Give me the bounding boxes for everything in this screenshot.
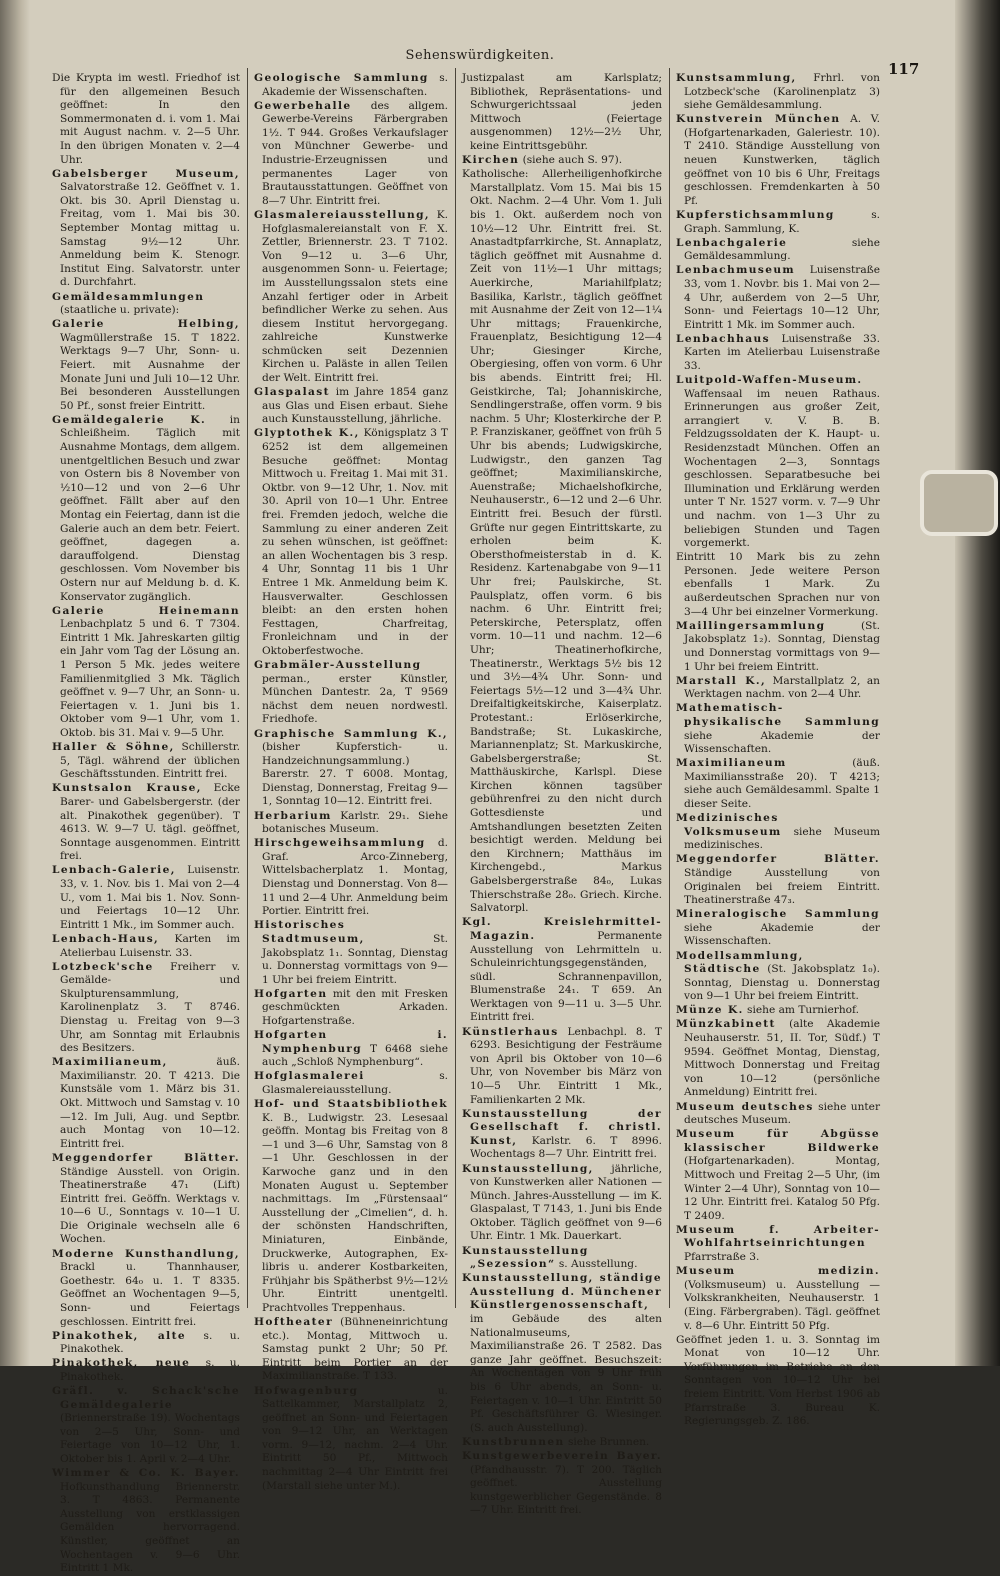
entry-heading: Museum deutsches xyxy=(676,1100,814,1113)
entry-text: s. u. Pinakothek. xyxy=(60,1357,240,1383)
entry-heading: Lotzbeck'sche xyxy=(52,960,154,973)
entry xyxy=(254,1070,448,1097)
entry-text: (Hofgartenarkaden). Montag, Mittwoch und Freitag 2—5 Uhr, (im Winter 2—4 Uhr), Sonntag von 10—12 Uhr. Eintritt frei. Katalog 50 Pfg. T 2409. xyxy=(684,1155,880,1222)
entry-heading: Moderne Kunsthandlung, xyxy=(52,1247,240,1260)
entry-text: Freiherr v. Gemälde- und Skulpturensammlung, Karolinenplatz 3. T 8746. Dienstag u. Freitag von 9—3 Uhr, am Sonntag mit Erlaubnis des Besitzers. xyxy=(60,960,240,1055)
entry xyxy=(254,919,448,987)
entry-text: Eintritt 10 Mark bis zu zehn Personen. Jede weitere Person ebenfalls 1 Mark. Zu außerdeutschen Sprachen nur von 3—4 Uhr bei einzelner Vormerkung. xyxy=(676,551,880,618)
entry xyxy=(676,333,880,374)
entry-text: T 6468 siehe auch „Schloß Nymphenburg“. xyxy=(262,1042,448,1069)
entry-heading: Gräfl. v. Schack'sche Gemäldegalerie xyxy=(52,1385,240,1411)
entry-text: Brackl u. Thannhauser, Goethestr. 64₀ u. 1. T 8335. Geöffnet an Wochentagen 9—5, Sonn- und Feiertags geschlossen. Eintritt frei. xyxy=(60,1261,240,1328)
entry-text: s. Ausstellung. xyxy=(558,1258,638,1271)
entry-heading: Kgl. Kreislehrmittel-Magazin. xyxy=(462,916,662,942)
entry-text: Geöffnet jeden 1. u. 3. Sonntag im Monat von 10—12 Uhr. Vorführungen im Betriebe an den Sonntagen von 10—12 Uhr bei freiem Eintritt. Vom Herbst 1906 ab Pfarrstraße 3. Bureau K. Regierungsgeb. Z. 186. xyxy=(676,1333,880,1428)
entry-heading: Hofgarten i. Nymphenburg xyxy=(254,1029,448,1055)
entry xyxy=(254,837,448,919)
entry xyxy=(676,551,880,619)
entry-heading: Pinakothek, neue xyxy=(52,1357,191,1370)
entry-text: Pfarrstraße 3. xyxy=(684,1251,760,1264)
entry-heading: Hirschgeweihsammlung xyxy=(254,837,426,850)
entry xyxy=(676,950,880,1004)
entry-heading: Modellsammlung, Städtische xyxy=(676,949,804,976)
entry xyxy=(254,988,448,1029)
entry-text: Justizpalast am Karlsplatz; Bibliothek, Repräsentations- und Schwurgerichtssaal jeden Mittwoch (Feiertage ausgenommen) 12½—2½ Uhr, keine Eintrittsgebühr. xyxy=(462,72,662,152)
entry xyxy=(676,1128,880,1223)
entry-heading: Geologische Sammlung xyxy=(254,72,429,84)
entry xyxy=(52,605,240,741)
entry xyxy=(676,702,880,756)
entry xyxy=(52,1056,240,1151)
entry-text: siehe Akademie der Wissenschaften. xyxy=(684,729,880,756)
entry-heading: Gabelsberger Museum, xyxy=(52,167,240,180)
entry-text: siehe unter deutsches Museum. xyxy=(684,1100,881,1127)
entry-text: Marstallplatz 2, an Werktagen nachm. von 2—4 Uhr. xyxy=(684,674,881,701)
entry-heading: Maximilianeum xyxy=(676,757,787,770)
entry-heading: Maillingersammlung xyxy=(676,619,826,632)
entry-text: Lenbachplatz 5 und 6. T 7304. Eintritt 1 Mk. Jahreskarten giltig ein Jahr vom Tag der Lösung an. 1 Person 5 Mk. jedes weitere Familienmitglied 3 Mk. Täglich geöffnet v. 9—7 Uhr, an Sonn- u. Feiertagen v. 1. Juni bis 1. Oktober vom 9—1 Uhr, vom 1. Oktob. bis 31. Mai v. 9—5 Uhr. xyxy=(60,618,240,739)
entry-heading: Kunstsalon Krause, xyxy=(52,782,202,795)
entry-heading: Kunstausstellung „Sezession“ xyxy=(462,1244,589,1271)
entry-heading: Lenbach-Galerie, xyxy=(52,864,176,877)
entry-heading: Münze K. xyxy=(676,1004,744,1017)
entry xyxy=(676,1101,880,1128)
entry xyxy=(462,1272,662,1435)
entry-heading: Münzkabinett xyxy=(676,1018,776,1031)
entry xyxy=(254,1029,448,1070)
entry-heading: Kunstausstellung, xyxy=(462,1162,594,1175)
entry xyxy=(676,72,880,113)
entry-text: K. B., Ludwigstr. 23. Lesesaal geöffn. Montag bis Freitag von 8—1 und 3—6 Uhr, Samstag von 8—1 Uhr. Geschlossen in der Karwoche ganz und in den Monaten August u. September nachmittags. Im „Fürstensaal“ Ausstellung der „Cimelien“, d. h. der schönsten Handschriften, Miniaturen, Einbände, Druckwerke, Autographen, Ex-libris u. anderer Kostbarkeiten, Frühjahr bis Spätherbst 9½—12½ Uhr. Eintritt unentgeltl. Prachtvolles Treppenhaus. xyxy=(262,1111,448,1314)
entry-heading: Marstall K., xyxy=(676,674,767,687)
text-column-1 xyxy=(52,72,241,1575)
entry-heading: Kunstverein München xyxy=(676,113,841,126)
entry-text: s. Glasmalereiausstellung. xyxy=(262,1070,448,1096)
entry-heading: Meggendorfer Blätter. xyxy=(676,853,880,866)
entry xyxy=(254,209,448,386)
entry-heading: Galerie Helbing, xyxy=(52,318,240,331)
entry xyxy=(254,810,448,837)
entry xyxy=(254,72,448,99)
entry xyxy=(676,675,880,702)
entry-text: Frhrl. von Lotzbeck'sche (Karolinenplatz 3) siehe Gemäldesammlung. xyxy=(684,72,880,112)
entry-heading: Haller & Söhne, xyxy=(52,741,175,754)
entry xyxy=(254,386,448,427)
entry xyxy=(52,864,240,932)
entry-text: (Volksmuseum) u. Ausstellung — Volkskrankheiten, Neuhauserstr. 1 (Eing. Färbergraben). Tägl. geöffnet v. 8—6 Uhr. Eintritt 50 Pfg. xyxy=(684,1278,880,1332)
entry-text: Permanente Ausstellung von Lehrmitteln u. Schuleinrichtungsgegenständen, südl. Schrannenpavillon, Blumenstraße 24₁. T 659. An Werktagen von 9—11 u. 3—5 Uhr. Eintritt frei. xyxy=(470,929,662,1024)
entry-text: Luisenstr. 33, v. 1. Nov. bis 1. Mai von 2—4 U., vom 1. Mai bis 1. Nov. Sonn- und Feiertags 10—12 Uhr. Eintritt 1 Mk., im Sommer auch. xyxy=(60,864,240,931)
entry-text: (Pfandhausstr. 7). T 200. Täglich geöffnet. Ausstellung kunstgewerblicher Gegenstände. 8—7 Uhr. Eintritt frei. xyxy=(470,1463,662,1517)
entry-text: s. Graph. Sammlung, K. xyxy=(684,208,880,235)
text-column-2 xyxy=(254,72,449,1492)
entry-heading: Glyptothek K., xyxy=(254,427,360,440)
entry-heading: Galerie Heinemann xyxy=(52,604,240,617)
entry-text: Karlstr. 6. T 8996. Wochentags 8—7 Uhr. Eintritt frei. xyxy=(470,1134,663,1161)
entry xyxy=(676,1265,880,1333)
entry-text: Luisenstraße 33. Karten im Atelierbau Luisenstraße 33. xyxy=(684,332,880,372)
entry-heading: Kunstausstellung, ständige Ausstellung d. Münchener Künstlergenossenschaft, xyxy=(462,1272,662,1312)
entry xyxy=(52,318,240,413)
entry-text: Karlstr. 29₁. Siehe botanisches Museum. xyxy=(262,809,449,836)
entry-text: Hofkunsthandlung Briennerstr. 3. T 4863. Permanente Ausstellung von erstklassigen Gemälden hervorragend. Künstler, geöffnet an Wochentagen v. 9—6 Uhr. Eintritt 1 Mk. xyxy=(60,1480,240,1575)
entry-text: Ecke Barer- und Gabelsbergerstr. (der alt. Pinakothek gegenüber). T 4613. W. 9—7 U. tägl. geöffnet, Sonntage ausgenommen. Eintritt frei. xyxy=(60,782,241,863)
entry xyxy=(254,427,448,658)
entry-heading: Kunstsammlung, xyxy=(676,72,797,84)
entry-text: in Schleißheim. Täglich mit Ausnahme Montags, dem allgem. unentgeltlichen Besuch und zwar von Ostern bis 8 November von ½10—12 und von 2—6 Uhr geöffnet. Fällt aber auf den Montag ein Feiertag, dann ist die Galerie auch an dem betr. Feiert. geöffnet, dagegen a. darauffolgend. Dienstag geschlossen. Vom November bis Ostern nur auf Meldung b. d. K. Konservator zugänglich. xyxy=(60,413,240,603)
entry-text: (alte Akademie Neuhauserstr. 51, II. Tor, Südf.) T 9594. Geöffnet Montag, Dienstag, Mittwoch Donnerstag und Freitag von 10—12 (persönliche Anmeldung) Eintritt frei. xyxy=(684,1018,880,1099)
entry xyxy=(676,209,880,236)
entry xyxy=(462,1163,662,1245)
entry-heading: Mathematisch-physikalische Sammlung xyxy=(676,702,880,728)
entry-heading: Kupferstichsammlung xyxy=(676,208,835,221)
entry-text: siehe Museum medizinisches. xyxy=(684,825,880,852)
entry-heading: Museum medizin. xyxy=(676,1265,880,1278)
entry xyxy=(254,1098,448,1316)
entry-heading: Gewerbehalle xyxy=(254,99,352,112)
entry-heading: Pinakothek, alte xyxy=(52,1329,187,1342)
entry-heading: Hofwagenburg xyxy=(254,1384,359,1397)
entry-heading: Kunstbrunnen xyxy=(462,1435,565,1448)
entry-text: s. u. Pinakothek. xyxy=(60,1329,240,1356)
entry xyxy=(254,728,448,810)
page-number: 117 xyxy=(888,60,920,78)
entry-text: (staatliche u. private): xyxy=(60,304,180,317)
entry-text: (St. Jakobsplatz 1₂). Sonntag, Dienstag und Donnerstag vormittags von 9—1 Uhr bei freiem Eintritt. xyxy=(684,619,880,673)
entry xyxy=(676,1334,880,1429)
entry xyxy=(52,782,240,864)
entry-text: Ständige Ausstell. von Origin. Theatinerstraße 47₁ (Lift) Eintritt frei. Geöffn. Werktags v. 10—6 U., Sonntags v. 10—1 U. Die Originale wechseln alle 6 Wochen. xyxy=(60,1165,240,1246)
entry-text: siehe Brunnen. xyxy=(567,1435,650,1448)
entry-text: (siehe auch S. 97). xyxy=(522,154,623,167)
entry-heading: Museum für Abgüsse klassischer Bildwerke xyxy=(676,1128,880,1154)
entry-text: Katholische: Allerheiligenhofkirche Marstallplatz. Vom 15. Mai bis 15 Okt. Nachm. 2—4 Uhr. Vom 1. Juli bis 1. Okt. außerdem noch von 10½—12 Uhr. Eintritt frei. St. Anastadtpfarrkirche, St. Annaplatz, täglich geöffnet mit Ausnahme d. Zeit von 11½—1 Uhr mittags; Auerkirche, Mariahilfplatz; Basilika, Karlstr., täglich geöffnet mit Ausnahme der Zeit von 12—1¼ Uhr mittags; Frauenkirche, Frauenplatz, Besichtigung 12—4 Uhr; Giesinger Kirche, Obergiesing, offen von vorm. 6 Uhr bis abends. Eintritt frei; Hl. Geistkirche, Tal; Johanniskirche, Sendlingerstraße, offen vorm. 9 bis nachm. 5 Uhr; Klosterkirche der P. P. Franziskaner, geöffnet von früh 5 Uhr bis abends; Ludwigskirche, Ludwigstr., den ganzen Tag geöffnet; Maximilianskirche, Auenstraße; Michaelshofkirche, Neuhauserstr., 6—12 und 2—6 Uhr. Eintritt frei. Besuch der fürstl. Grüfte nur gegen Eintrittskarte, zu erholen beim K. Obersthofmeisterstab in d. K. Residenz. Kartenabgabe von 9—11 Uhr frei; Paulskirche, St. Paulsplatz, offen vorm. 6 bis nachm. 6 Uhr. Eintritt frei; Peterskirche, Petersplatz, offen vorm. 10—11 und nachm. 12—6 Uhr; Theatinerhofkirche, Theatinerstr., Werktags 5½ bis 12 und 3½—4¾ Uhr. Sonn- und Feiertags 5½—12 und 3—4¾ Uhr. Dreifaltigkeitskirche, Kaiserplatz. Protestant.: Erlöserkirche, Bandstraße; St. Lukaskirche, Mariannenplatz; St. Markuskirche, Gabelsbergerstraße; St. Matthäuskirche, Karlspl. Diese Kirchen können tagsüber gebührenfrei zu den nicht durch Gottesdienste und Amtshandlungen besetzten Zeiten besichtigt werden. Meldung bei den Kirchnern; Matthäus im Kirchengebd., Markus Gabelsbergerstraße 84₀, Lukas Thierschstraße 28₀. Griech. Kirche. Salvatorpl. xyxy=(462,168,662,915)
entry xyxy=(676,264,880,332)
entry-heading: Wimmer & Co. K. Bayer. xyxy=(52,1467,240,1480)
entry-text: Die Krypta im westl. Friedhof ist für den allgemeinen Besuch geöffnet: In den Sommermonaten d. i. vom 1. Mai mit August nachm. v. 2—5 Uhr. In den übrigen Monaten v. 2—4 Uhr. xyxy=(52,72,240,166)
entry xyxy=(52,1248,240,1330)
entry xyxy=(676,620,880,674)
entry-text: siehe am Turnierhof. xyxy=(747,1004,859,1017)
entry-text: s. Akademie der Wissenschaften. xyxy=(262,72,448,98)
entry-heading: Hoftheater xyxy=(254,1316,334,1329)
entry-text: (äuß. Maximiliansstraße 20). T 4213; siehe auch Gemäldesamml. Spalte 1 dieser Seite. xyxy=(684,757,880,810)
column-rule xyxy=(669,68,670,1308)
entry xyxy=(676,757,880,811)
text-column-3 xyxy=(462,72,663,1517)
entry xyxy=(254,1385,448,1494)
entry-text: Karten im Atelierbau Luisenstr. 33. xyxy=(60,932,240,959)
entry-heading: Medizinisches Volksmuseum xyxy=(676,812,782,838)
entry-text: perman., erster Künstler, München Dantestr. 2a, T 9569 nächst dem neuen nordwestl. Friedhofe. xyxy=(262,672,448,726)
entry xyxy=(52,1385,240,1467)
entry-heading: Historisches Stadtmuseum, xyxy=(254,919,365,945)
entry-text: Wagmüllerstraße 15. T 1822. Werktags 9—7 Uhr, Sonn- u. Feiert. mit Ausnahme der Monate Juni und Juli 10—12 Uhr. Bei besonderen Ausstellungen 50 Pf., sonst freier Eintritt. xyxy=(60,331,240,412)
entry-text: A. V. (Hofgartenarkaden, Galeriestr. 10). T 2410. Ständige Ausstellung von neuen Kunstwerken, täglich geöffnet von 10 bis 6 Uhr, Freitags geschlossen. Fremdenkarten à 50 Pf. xyxy=(684,113,880,207)
entry xyxy=(462,1245,662,1272)
entry-heading: Lenbachhaus xyxy=(676,332,770,345)
entry-heading: Maximilianeum, xyxy=(52,1056,168,1069)
entry xyxy=(462,916,662,1025)
entry xyxy=(52,291,240,318)
entry xyxy=(676,853,880,907)
entry xyxy=(52,72,240,167)
entry xyxy=(254,659,448,727)
entry-heading: Glaspalast xyxy=(254,386,330,399)
entry-text: des allgem. Gewerbe-Vereins Färbergraben 1½. T 944. Großes Verkaufslager von Münchner Gewerbe- und Industrie-Erzeugnissen und permanentes Lager von Brautausstattungen. Geöffnet von 8—7 Uhr. Eintritt frei. xyxy=(262,99,448,207)
entry-text: Salvatorstraße 12. Geöffnet v. 1. Okt. bis 30. April Dienstag u. Freitag, vom 1. Mai bis 30. September Montag mittag u. Samstag 9½—12 Uhr. Anmeldung beim K. Stenogr. Institut Eing. Salvatorstr. unter d. Durchfahrt. xyxy=(60,181,240,289)
entry-text: (bisher Kupferstich- u. Handzeichnungsammlung.) Barerstr. 27. T 6008. Montag, Dienstag, Donnerstag, Freitag 9—1, Sonntag 10—12. Eintritt frei. xyxy=(262,741,448,808)
entry-heading: Hofglasmalerei xyxy=(254,1070,365,1083)
entry xyxy=(52,933,240,960)
entry-text: im Jahre 1854 ganz aus Glas und Eisen erbaut. Siehe auch Kunstausstellung, jährliche. xyxy=(262,386,449,426)
entry-text: d. Graf. Arco-Zinneberg, Wittelsbacherplatz 1. Montag, Dienstag und Donnerstag. Von 8—11 und 2—4 Uhr. Anmeldung beim Portier. Eintritt frei. xyxy=(262,837,448,918)
entry-heading: Hofgarten xyxy=(254,987,328,1000)
entry-heading: Glasmalereiausstellung, xyxy=(254,208,430,221)
entry-heading: Gemäldegalerie K. xyxy=(52,413,207,426)
entry-text: siehe Gemäldesammlung. xyxy=(684,236,880,263)
entry-text: (Bühneneinrichtung etc.). Montag, Mittwoch u. Samstag punkt 2 Uhr; 50 Pf. Eintritt beim Portier an der Maximilianstraße. T 133. xyxy=(262,1316,448,1383)
entry xyxy=(676,237,880,264)
entry xyxy=(254,100,448,209)
entry xyxy=(676,113,880,208)
entry xyxy=(52,1467,240,1576)
entry-heading: Lenbach-Haus, xyxy=(52,932,160,945)
entry-text: äuß. Maximilianstr. 20. T 4213. Die Kunstsäle vom 1. März bis 31. Okt. Mittwoch und Samstag v. 10—12. Im Juli, Aug. und Septbr. auch Montag von 10—12. Eintritt frei. xyxy=(60,1056,240,1150)
entry-text: siehe Akademie der Wissenschaften. xyxy=(684,921,880,948)
entry xyxy=(676,908,880,949)
entry-heading: Kirchen xyxy=(462,154,520,167)
entry xyxy=(52,1357,240,1384)
entry-heading: Grabmäler-Ausstellung xyxy=(254,659,422,672)
entry xyxy=(52,961,240,1056)
entry-text: mit den mit Fresken geschmückten Arkaden. Hofgartenstraße. xyxy=(262,987,448,1027)
entry-text: jährliche, von Kunstwerken aller Nationen — Münch. Jahres-Ausstellung — im K. Glaspalast, T 7143, 1. Juni bis Ende Oktober. Täglich geöffnet von 9—6 Uhr. Eintr. 1 Mk. Dauerkart. xyxy=(470,1162,662,1243)
entry xyxy=(462,1108,662,1162)
entry-text: K. Hofglasmalereianstalt von F. X. Zettler, Briennerstr. 23. T 7102. Von 9—12 u. 3—6 Uhr, ausgenommen Sonn- u. Feiertage; im Ausstellungssalon stets eine Anzahl fertiger oder in Arbeit befindlicher Werke zu sehen. Aus diesem Institut hervorgegang. zahlreiche Kunstwerke schmücken seit Dezennien Kirchen u. Paläste in allen Teilen der Welt. Eintritt frei. xyxy=(262,208,448,385)
entry xyxy=(462,72,662,154)
entry-heading: Lenbachmuseum xyxy=(676,264,796,277)
entry-heading: Graphische Sammlung K., xyxy=(254,727,448,740)
entry-heading: Mineralogische Sammlung xyxy=(676,908,880,921)
entry-heading: Luitpold-Waffen-Museum. xyxy=(676,374,863,387)
entry xyxy=(676,1004,880,1018)
entry-heading: Herbarium xyxy=(254,809,332,822)
entry-heading: Kunstgewerbeverein Bayer. xyxy=(462,1449,662,1462)
entry xyxy=(676,1224,880,1265)
entry-heading: Gemäldesammlungen xyxy=(52,290,205,303)
entry xyxy=(462,168,662,916)
entry xyxy=(254,1316,448,1384)
column-rule xyxy=(455,68,456,1308)
entry-heading: Meggendorfer Blätter. xyxy=(52,1151,240,1164)
entry-text: Königsplatz 3 T 6252 ist dem allgemeinen Besuche geöffnet: Montag Mittwoch u. Freitag 1. Mai mit 31. Oktbr. von 9—12 Uhr, 1. Nov. mit 30. April von 10—1 Uhr. Entree frei. Fremden jedoch, welche die Sammlung zu einer anderen Zeit zu sehen wünschen, ist geöffnet: an allen Wochentagen bis 3 resp. 4 Uhr, Sonntag 11 bis 1 Uhr Entree 1 Mk. Anmeldung beim K. Hausverwalter. Geschlossen bleibt: an den ersten hohen Festtagen, Charfreitag, Fronleichnam und in der Oktoberfestwoche. xyxy=(262,427,448,657)
entry xyxy=(462,1436,662,1450)
entry-text: Schillerstr. 5, Tägl. während der üblichen Geschäftsstunden. Eintritt frei. xyxy=(60,741,240,781)
entry xyxy=(676,1018,880,1100)
entry-text: u. Sattelkammer, Marstallplatz 2, geöffnet an Sonn- und Feiertagen von 9—12 Uhr, an Werktagen vorm. 9—12, nachm. 2—4 Uhr. Eintritt 50 Pf., Mittwoch nachmittag 2—4 Uhr Eintritt frei (Marstall siehe unter M.). xyxy=(262,1384,448,1492)
page-tab-clip xyxy=(920,470,998,536)
entry-heading: Künstlerhaus xyxy=(462,1025,559,1038)
entry xyxy=(52,168,240,290)
entry-heading: Museum f. Arbeiter-Wohlfahrtseinrichtungen xyxy=(676,1223,880,1250)
entry-text: Luisenstraße 33, vom 1. Novbr. bis 1. Mai von 2—4 Uhr, außerdem von 2—5 Uhr, Sonn- und Feiertags 10—12 Uhr, Eintritt 1 Mk. im Sommer auch. xyxy=(684,264,880,331)
entry-text: Lenbachpl. 8. T 6293. Besichtigung der Festräume von April bis Oktober von 10—6 Uhr, von November bis März von 10—5 Uhr. Eintritt 1 Mk., Familienkarten 2 Mk. xyxy=(470,1025,662,1106)
entry xyxy=(676,812,880,853)
running-header: Sehenswürdigkeiten. xyxy=(405,48,555,63)
entry-heading: Kunstausstellung der Gesellschaft f. christl. Kunst, xyxy=(462,1107,662,1147)
entry-text: (St. Jakobsplatz 1₀). Sonntag, Dienstag u. Donnerstag von 9—1 Uhr bei freiem Eintritt. xyxy=(684,963,880,1003)
entry xyxy=(462,1026,662,1108)
entry-heading: Lenbachgalerie xyxy=(676,236,788,249)
entry-heading: Hof- und Staatsbibliothek xyxy=(254,1098,448,1111)
entry-text: Ständige Ausstellung von Originalen bei freiem Eintritt. Theatinerstraße 47₃. xyxy=(684,866,880,907)
text-column-4 xyxy=(676,72,881,1428)
entry xyxy=(52,1152,240,1247)
entry-text: (Briennerstraße 19). Wochentags von 2—5 Uhr, Sonn- und Feiertage von 10—12 Uhr, 1. Oktober bis 1. April v. 2—4 Uhr. xyxy=(60,1412,240,1465)
entry-text: im Gebäude des alten Nationalmuseums, Maximilianstraße 26. T 2582. Das ganze Jahr geöffnet. Besuchszeit: An Wochentagen von 9 Uhr früh bis 6 Uhr abends, an Sonn- u. Feiertagen v. 10—1 Uhr. Eintritt 50 Pf. Geschäftsführer G. Wiesinger. (S. auch Ausstellung). xyxy=(470,1313,662,1434)
entry xyxy=(52,741,240,782)
entry xyxy=(462,154,662,168)
entry xyxy=(462,1450,662,1518)
entry-text: Waffensaal im neuen Rathaus. Erinnerungen aus großer Zeit, arrangiert v. V. B. B. Feldzugssoldaten der K. Haupt- u. Residenzstadt München. Offen an Wochentagen 2—3, Sonntags geschlossen. Separatbesuche bei Illumination und Erklärung werden unter T Nr. 1527 vorm. v. 7—9 Uhr und nachm. von 1—3 Uhr zu beliebigen Stunden und Tagen vorgemerkt. xyxy=(684,387,880,550)
entry-text: St. Jakobsplatz 1₁. Sonntag, Dienstag u. Donnerstag vormittags von 9—1 Uhr bei freiem Eintritt. xyxy=(262,932,448,986)
entry xyxy=(676,374,880,551)
column-rule xyxy=(247,68,248,1308)
entry xyxy=(52,1330,240,1357)
entry xyxy=(52,414,240,604)
